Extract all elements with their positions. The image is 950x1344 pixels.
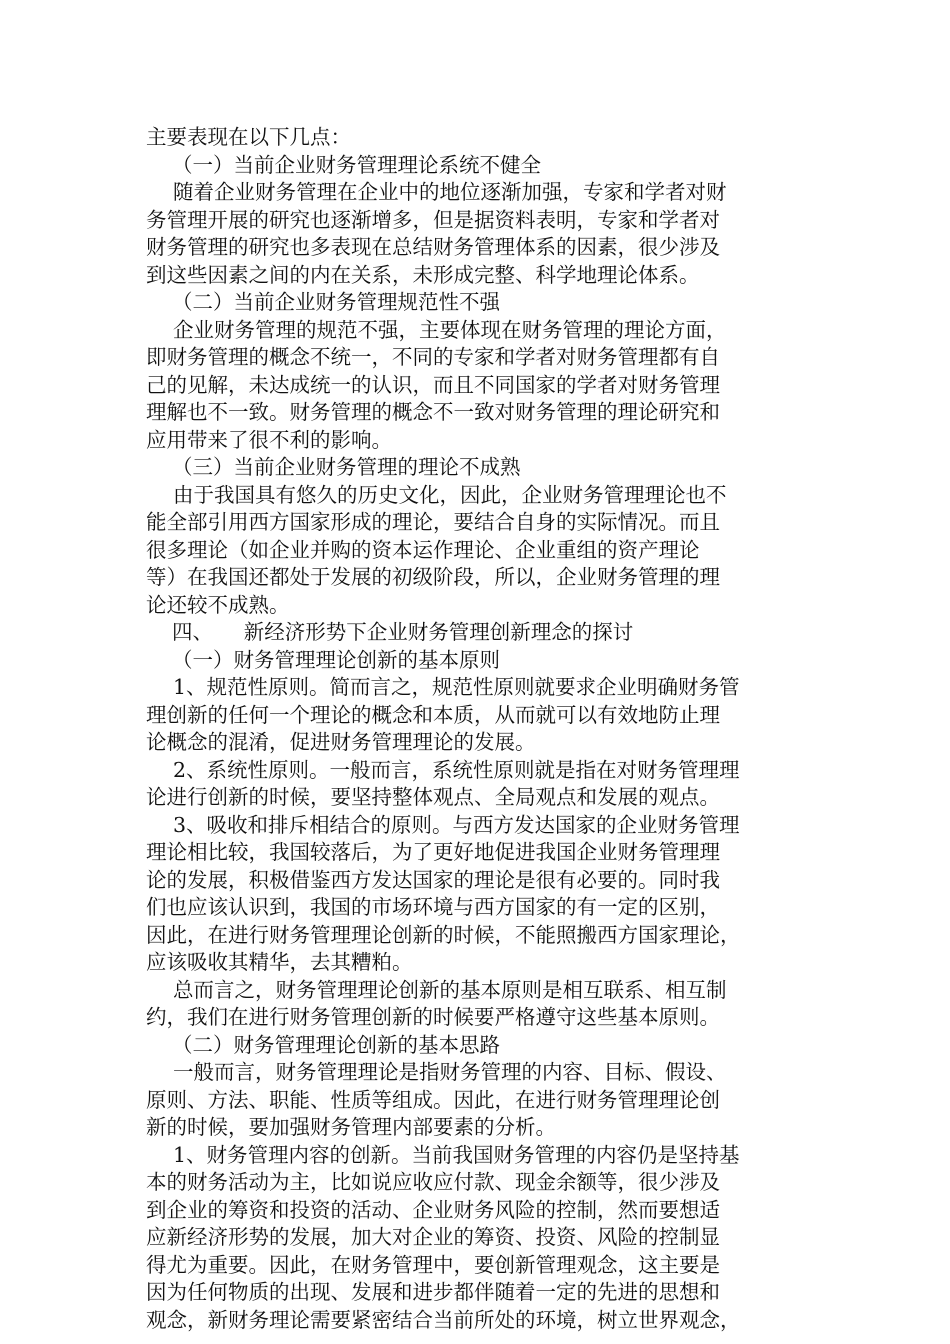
section-heading: （二）当前企业财务管理规范性不强 xyxy=(172,290,500,314)
text-line: 论的发展，积极借鉴西方发达国家的理论是很有必要的。同时我 xyxy=(146,867,720,892)
text-line: 论进行创新的时候，要坚持整体观点、全局观点和发展的观点。 xyxy=(146,785,720,809)
text-line: 因为任何物质的出现、发展和进步都伴随着一定的先进的思想和 xyxy=(146,1280,720,1304)
text-line: 由于我国具有悠久的历史文化，因此，企业财务管理理论也不 xyxy=(173,482,727,507)
text-line: 等）在我国还都处于发展的初级阶段，所以，企业财务管理的理 xyxy=(146,565,720,589)
document-body xyxy=(146,124,796,1334)
section-heading: （一）当前企业财务管理理论系统不健全 xyxy=(172,152,541,177)
text-line: 观念，新财务理论需要紧密结合当前所处的环境，树立世界观念， xyxy=(146,1307,741,1332)
text-line: 理创新的任何一个理论的概念和本质，从而就可以有效地防止理 xyxy=(146,702,720,727)
text-line: 务管理开展的研究也逐渐增多，但是据资料表明，专家和学者对 xyxy=(146,207,720,232)
text-line: 即财务管理的概念不统一，不同的专家和学者对财务管理都有自 xyxy=(146,345,720,369)
text-line: 理论相比较，我国较落后，为了更好地促进我国企业财务管理理 xyxy=(146,840,720,864)
text-line: 一般而言，财务管理理论是指财务管理的内容、目标、假设、 xyxy=(173,1060,727,1084)
text-line: 新的时候，要加强财务管理内部要素的分析。 xyxy=(146,1115,556,1139)
text-line: 应用带来了很不利的影响。 xyxy=(146,427,392,452)
text-line: 论还较不成熟。 xyxy=(146,592,290,617)
section-heading: （三）当前企业财务管理的理论不成熟 xyxy=(172,455,521,479)
text-line: 原则、方法、职能、性质等组成。因此，在进行财务管理理论创 xyxy=(146,1087,720,1112)
text-line: 能全部引用西方国家形成的理论，要结合自身的实际情况。而且 xyxy=(146,510,720,534)
text-line: 本的财务活动为主，比如说应收应付款、现金余额等，很少涉及 xyxy=(146,1170,720,1194)
text-line: 2、系统性原则。一般而言，系统性原则就是指在对财务管理理 xyxy=(173,757,740,782)
text-line: 到企业的筹资和投资的活动、企业财务风险的控制，然而要想适 xyxy=(146,1197,720,1222)
text-line: 1、财务管理内容的创新。当前我国财务管理的内容仍是坚持基 xyxy=(173,1142,740,1167)
text-line: 到这些因素之间的内在关系，未形成完整、科学地理论体系。 xyxy=(146,262,700,287)
text-line: 总而言之，财务管理理论创新的基本原则是相互联系、相互制 xyxy=(173,977,727,1002)
text-line: 己的见解，未达成统一的认识，而且不同国家的学者对财务管理 xyxy=(146,372,720,397)
text-line: 论概念的混淆，促进财务管理理论的发展。 xyxy=(146,730,536,754)
section-heading: （二）财务管理理论创新的基本思路 xyxy=(172,1032,500,1057)
text-line: 企业财务管理的规范不强，主要体现在财务管理的理论方面， xyxy=(173,317,727,342)
section-heading: （一）财务管理理论创新的基本原则 xyxy=(172,647,500,672)
text-line: 理解也不一致。财务管理的概念不一致对财务管理的理论研究和 xyxy=(146,400,720,424)
text-line: 财务管理的研究也多表现在总结财务管理体系的因素，很少涉及 xyxy=(146,235,720,259)
section-heading: 四、 新经济形势下企业财务管理创新理念的探讨 xyxy=(172,620,634,644)
text-line: 主要表现在以下几点： xyxy=(146,125,351,149)
text-line: 3、吸收和排斥相结合的原则。与西方发达国家的企业财务管理 xyxy=(173,812,740,837)
text-line: 应新经济形势的发展，加大对企业的筹资、投资、风险的控制显 xyxy=(146,1225,720,1249)
text-line: 1、规范性原则。简而言之，规范性原则就要求企业明确财务管 xyxy=(173,675,740,699)
text-line: 们也应该认识到，我国的市场环境与西方国家的有一定的区别， xyxy=(146,895,720,919)
text-line: 约，我们在进行财务管理创新的时候要严格遵守这些基本原则。 xyxy=(146,1005,720,1029)
text-line: 随着企业财务管理在企业中的地位逐渐加强，专家和学者对财 xyxy=(173,180,727,204)
text-line: 应该吸收其精华，去其糟粕。 xyxy=(146,950,413,974)
text-line: 得尤为重要。因此，在财务管理中，要创新管理观念，这主要是 xyxy=(146,1252,720,1277)
text-line: 因此，在进行财务管理理论创新的时候，不能照搬西方国家理论， xyxy=(146,922,741,947)
text-line: 很多理论（如企业并购的资本运作理论、企业重组的资产理论 xyxy=(146,537,700,562)
